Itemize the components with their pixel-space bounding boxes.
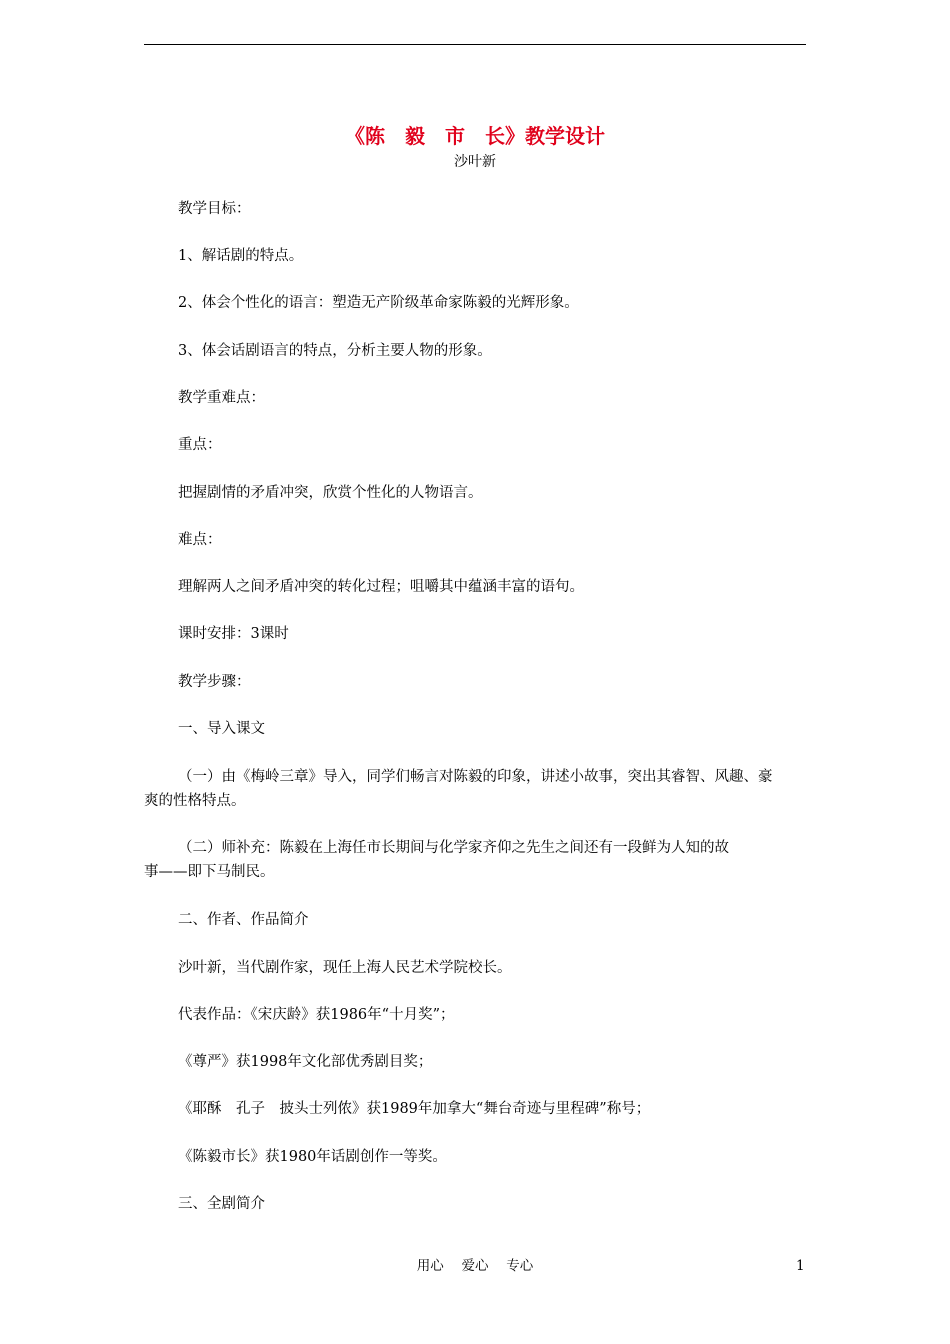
list-item: 3、体会话剧语言的特点，分析主要人物的形象。 xyxy=(178,343,492,359)
section-heading-objectives: 教学目标： xyxy=(178,201,251,217)
author-name: 沙叶新 xyxy=(454,154,496,170)
subheading-focus: 重点： xyxy=(178,437,222,453)
paragraph-line: （二）师补充：陈毅在上海任市长期间与化学家齐仰之先生之间还有一段鲜为人知的故 xyxy=(178,840,729,856)
body-text: 《尊严》获1998年文化部优秀剧目奖； xyxy=(178,1054,433,1070)
list-item: 2、体会个性化的语言：塑造无产阶级革命家陈毅的光辉形象。 xyxy=(178,295,579,311)
paragraph-line: 爽的性格特点。 xyxy=(144,793,246,809)
body-text: 代表作品：《宋庆龄》获1986年“十月奖”； xyxy=(178,1007,455,1023)
body-text: 把握剧情的矛盾冲突，欣赏个性化的人物语言。 xyxy=(178,485,483,501)
paragraph-line: 事——即下马制民。 xyxy=(144,864,275,880)
section-heading-steps: 教学步骤： xyxy=(178,674,251,690)
document-title: 《陈 毅 市 长》教学设计 xyxy=(345,124,605,148)
body-text: 沙叶新，当代剧作家，现任上海人民艺术学院校长。 xyxy=(178,960,512,976)
paragraph-intro-two xyxy=(144,836,806,884)
body-text: 《耶酥 孔子 披头士列侬》获1989年加拿大“舞台奇迹与里程碑”称号； xyxy=(178,1101,651,1117)
section-heading-synopsis: 三、全剧简介 xyxy=(178,1196,265,1212)
paragraph-intro-one xyxy=(144,765,806,813)
body-text: 理解两人之间矛盾冲突的转化过程；咀嚼其中蕴涵丰富的语句。 xyxy=(178,579,584,595)
schedule-text: 课时安排：3课时 xyxy=(178,626,289,642)
subheading-difficulty: 难点： xyxy=(178,532,222,548)
section-heading-key-points: 教学重难点： xyxy=(178,390,265,406)
section-heading-author: 二、作者、作品简介 xyxy=(178,912,309,928)
page-number: 1 xyxy=(796,1258,805,1274)
list-item: 1、解话剧的特点。 xyxy=(178,248,304,264)
section-heading-intro: 一、导入课文 xyxy=(178,721,265,737)
paragraph-line: （一）由《梅岭三章》导入，同学们畅言对陈毅的印象，讲述小故事，突出其睿智、风趣、豪 xyxy=(178,769,773,785)
body-text: 《陈毅市长》获1980年话剧创作一等奖。 xyxy=(178,1149,447,1165)
footer-motto: 用心 爱心 专心 xyxy=(416,1258,534,1274)
header-rule xyxy=(144,44,806,45)
